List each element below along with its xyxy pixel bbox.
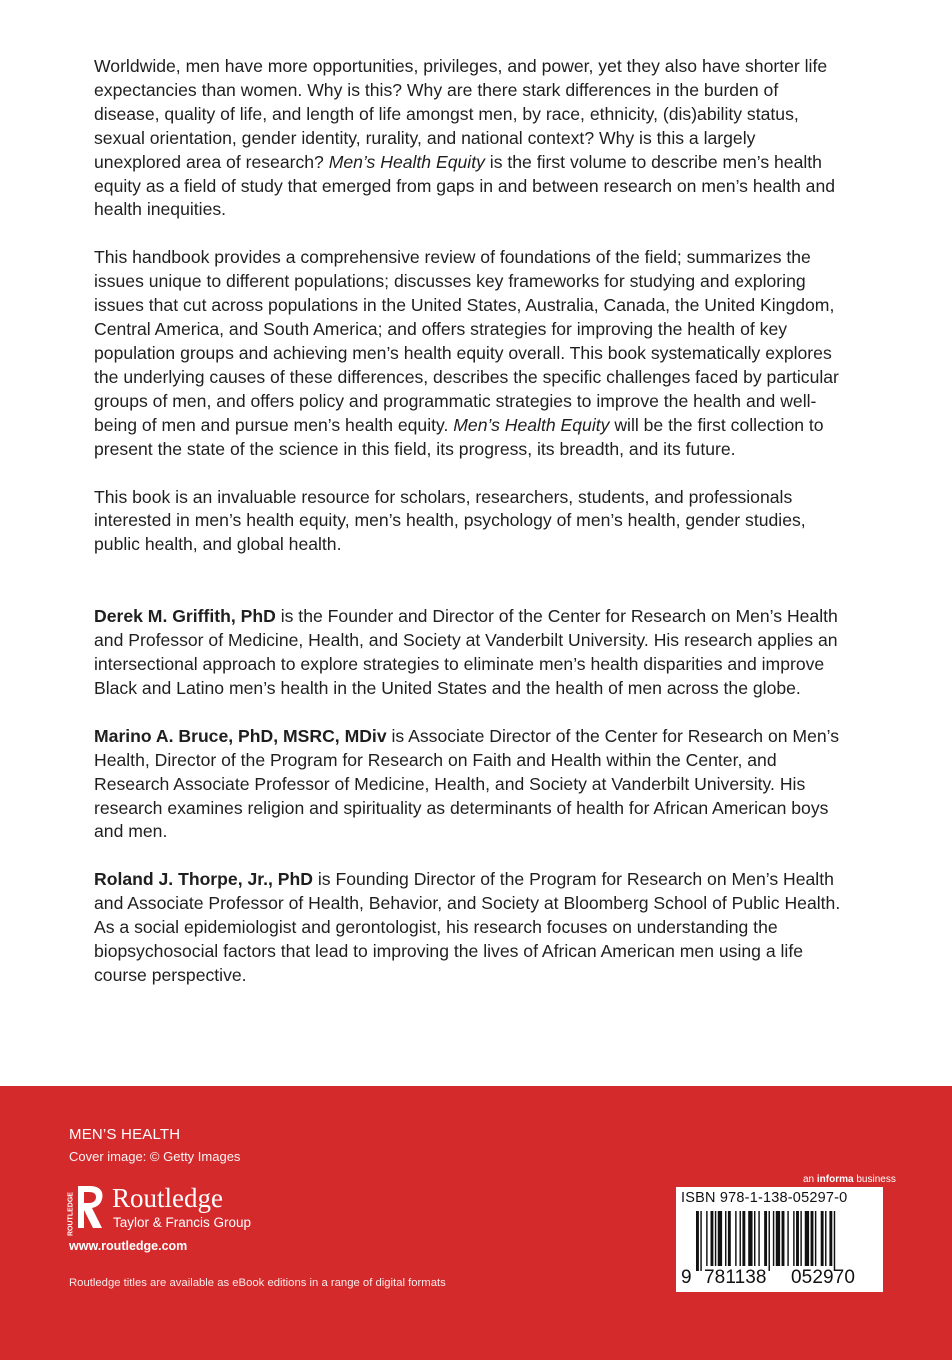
author-bio-3: Roland J. Thorpe, Jr., PhD is Founding Director of the Program for Research on Men’s Health and Associate Professor of Health, Behavior, and Society at Bloomberg School of Public Health. As a social epidemiologist and gerontologist, his research focuses on understanding the biopsychosocial factors that lead to improving the lives of African American men using a life course perspective.	[94, 869, 841, 985]
barcode-bar	[829, 1211, 832, 1266]
barcode-bar	[706, 1211, 707, 1266]
barcode-bar	[754, 1211, 755, 1266]
barcode-bar	[815, 1211, 816, 1266]
publisher-group: Taylor & Francis Group	[113, 1215, 252, 1230]
barcode-bar	[782, 1211, 785, 1266]
barcode-bar	[800, 1211, 801, 1266]
barcode-bar	[811, 1211, 814, 1266]
barcode-bar	[715, 1211, 716, 1266]
barcode-bar	[696, 1211, 699, 1271]
author-name: Derek M. Griffith, PhD	[94, 606, 276, 627]
blurb-paragraph-2: This handbook provides a comprehensive review of foundations of the field; summarizes the issues unique to different populations; discusses key frameworks for studying and exploring issues that cut across populations in the United States, Australia, Canada, the United Kingdom, Central America, and South America; and offers strategies for improving the health of key population groups and achieving men’s health equity overall. This book systematically explores the underlying causes of these differences, describes the specific challenges faced by particular groups of men, and offers policy and programmatic strategies to improve the health and well-being of men and pursue men’s health equity. Men’s Health Equity will be the first collection to present the state of the science in this field, its progress, its breadth, and its future.	[94, 247, 839, 459]
barcode-bar	[769, 1211, 770, 1271]
barcode-bar	[776, 1211, 780, 1266]
publisher-name: Routledge	[112, 1183, 223, 1213]
barcode-bar	[773, 1211, 774, 1266]
book-title-italic: Men’s Health Equity	[453, 414, 610, 435]
barcode-bar	[742, 1211, 745, 1266]
barcode-bar	[825, 1211, 826, 1266]
barcode-bar	[821, 1211, 824, 1266]
barcode-bar	[805, 1211, 809, 1266]
author-name: Roland J. Thorpe, Jr., PhD	[94, 869, 313, 890]
author-bio-2: Marino A. Bruce, PhD, MSRC, MDiv is Associate Director of the Center for Research on Men’s Health, Director of the Program for Research on Faith and Health within the Center, and Research Associate Professor of Medicine, Health, and Society at Vanderbilt University. His research examines religion and spirituality as determinants of health for African American boys and men.	[94, 725, 840, 842]
barcode-bar	[711, 1211, 714, 1266]
publisher-url[interactable]: www.routledge.com	[69, 1239, 188, 1253]
barcode-bar	[700, 1211, 701, 1271]
blurb-paragraph-3: This book is an invaluable resource for scholars, researchers, students, and professionals interested in men’s health equity, men’s health, psychology of men’s health, gender studies, public health, and global health.	[94, 486, 806, 555]
red-footer-band	[0, 1086, 952, 1360]
barcode-bar	[728, 1211, 731, 1266]
author-name: Marino A. Bruce, PhD, MSRC, MDiv	[94, 725, 387, 746]
barcode-bar	[793, 1211, 794, 1266]
back-cover-text	[94, 55, 842, 988]
author-bio-1: Derek M. Griffith, PhD is the Founder and Director of the Center for Research on Men’s Health and Professor of Medicine, Health, and Society at Vanderbilt University. His research applies an intersectional approach to explore strategies to eliminate men’s health disparities and improve Black and Latino men’s health in the United States and the health of men across the globe.	[94, 606, 838, 698]
series-label: MEN’S HEALTH	[69, 1126, 181, 1143]
barcode-bar	[718, 1211, 722, 1266]
ebook-note: Routledge titles are available as eBook editions in a range of digital formats	[69, 1277, 446, 1289]
barcode-bar	[740, 1211, 741, 1266]
book-title-italic: Men’s Health Equity	[328, 151, 485, 172]
isbn-text: ISBN 978-1-138-05297-0	[681, 1190, 848, 1206]
routledge-r-logo-icon	[66, 1182, 108, 1238]
blurb-paragraph-1: Worldwide, men have more opportunities, privileges, and power, yet they also have shorter life expectancies than women. Why is this? Why are there stark differences in the burden of disease, quality of life, and length of life amongst men, by race, ethnicity, (dis)ability status, sexual orientation, gender identity, rurality, and national context? Why is this a largely unexplored area of research? Men’s Health Equity is the first volume to describe men’s health equity as a field of study that emerged from gaps in and between research on men’s health and health inequities.	[94, 56, 836, 220]
barcode-bar	[735, 1211, 736, 1266]
barcode-bar	[725, 1211, 726, 1266]
isbn-barcode: ISBN 978-1-138-05297-0 9 781138 052970	[676, 1187, 883, 1292]
informa-business-tag: an informa business	[803, 1174, 896, 1185]
barcode-bar	[787, 1211, 788, 1266]
routledge-vertical-wordmark: ROUTLEDGE	[67, 1192, 75, 1236]
barcode-bar	[748, 1211, 752, 1266]
barcode-bar	[764, 1211, 767, 1266]
barcode-bar	[834, 1211, 835, 1271]
barcode-bar	[758, 1211, 759, 1266]
routledge-logo	[66, 1182, 286, 1258]
barcode-bar	[796, 1211, 799, 1266]
cover-image-credit: Cover image: © Getty Images	[69, 1149, 241, 1164]
